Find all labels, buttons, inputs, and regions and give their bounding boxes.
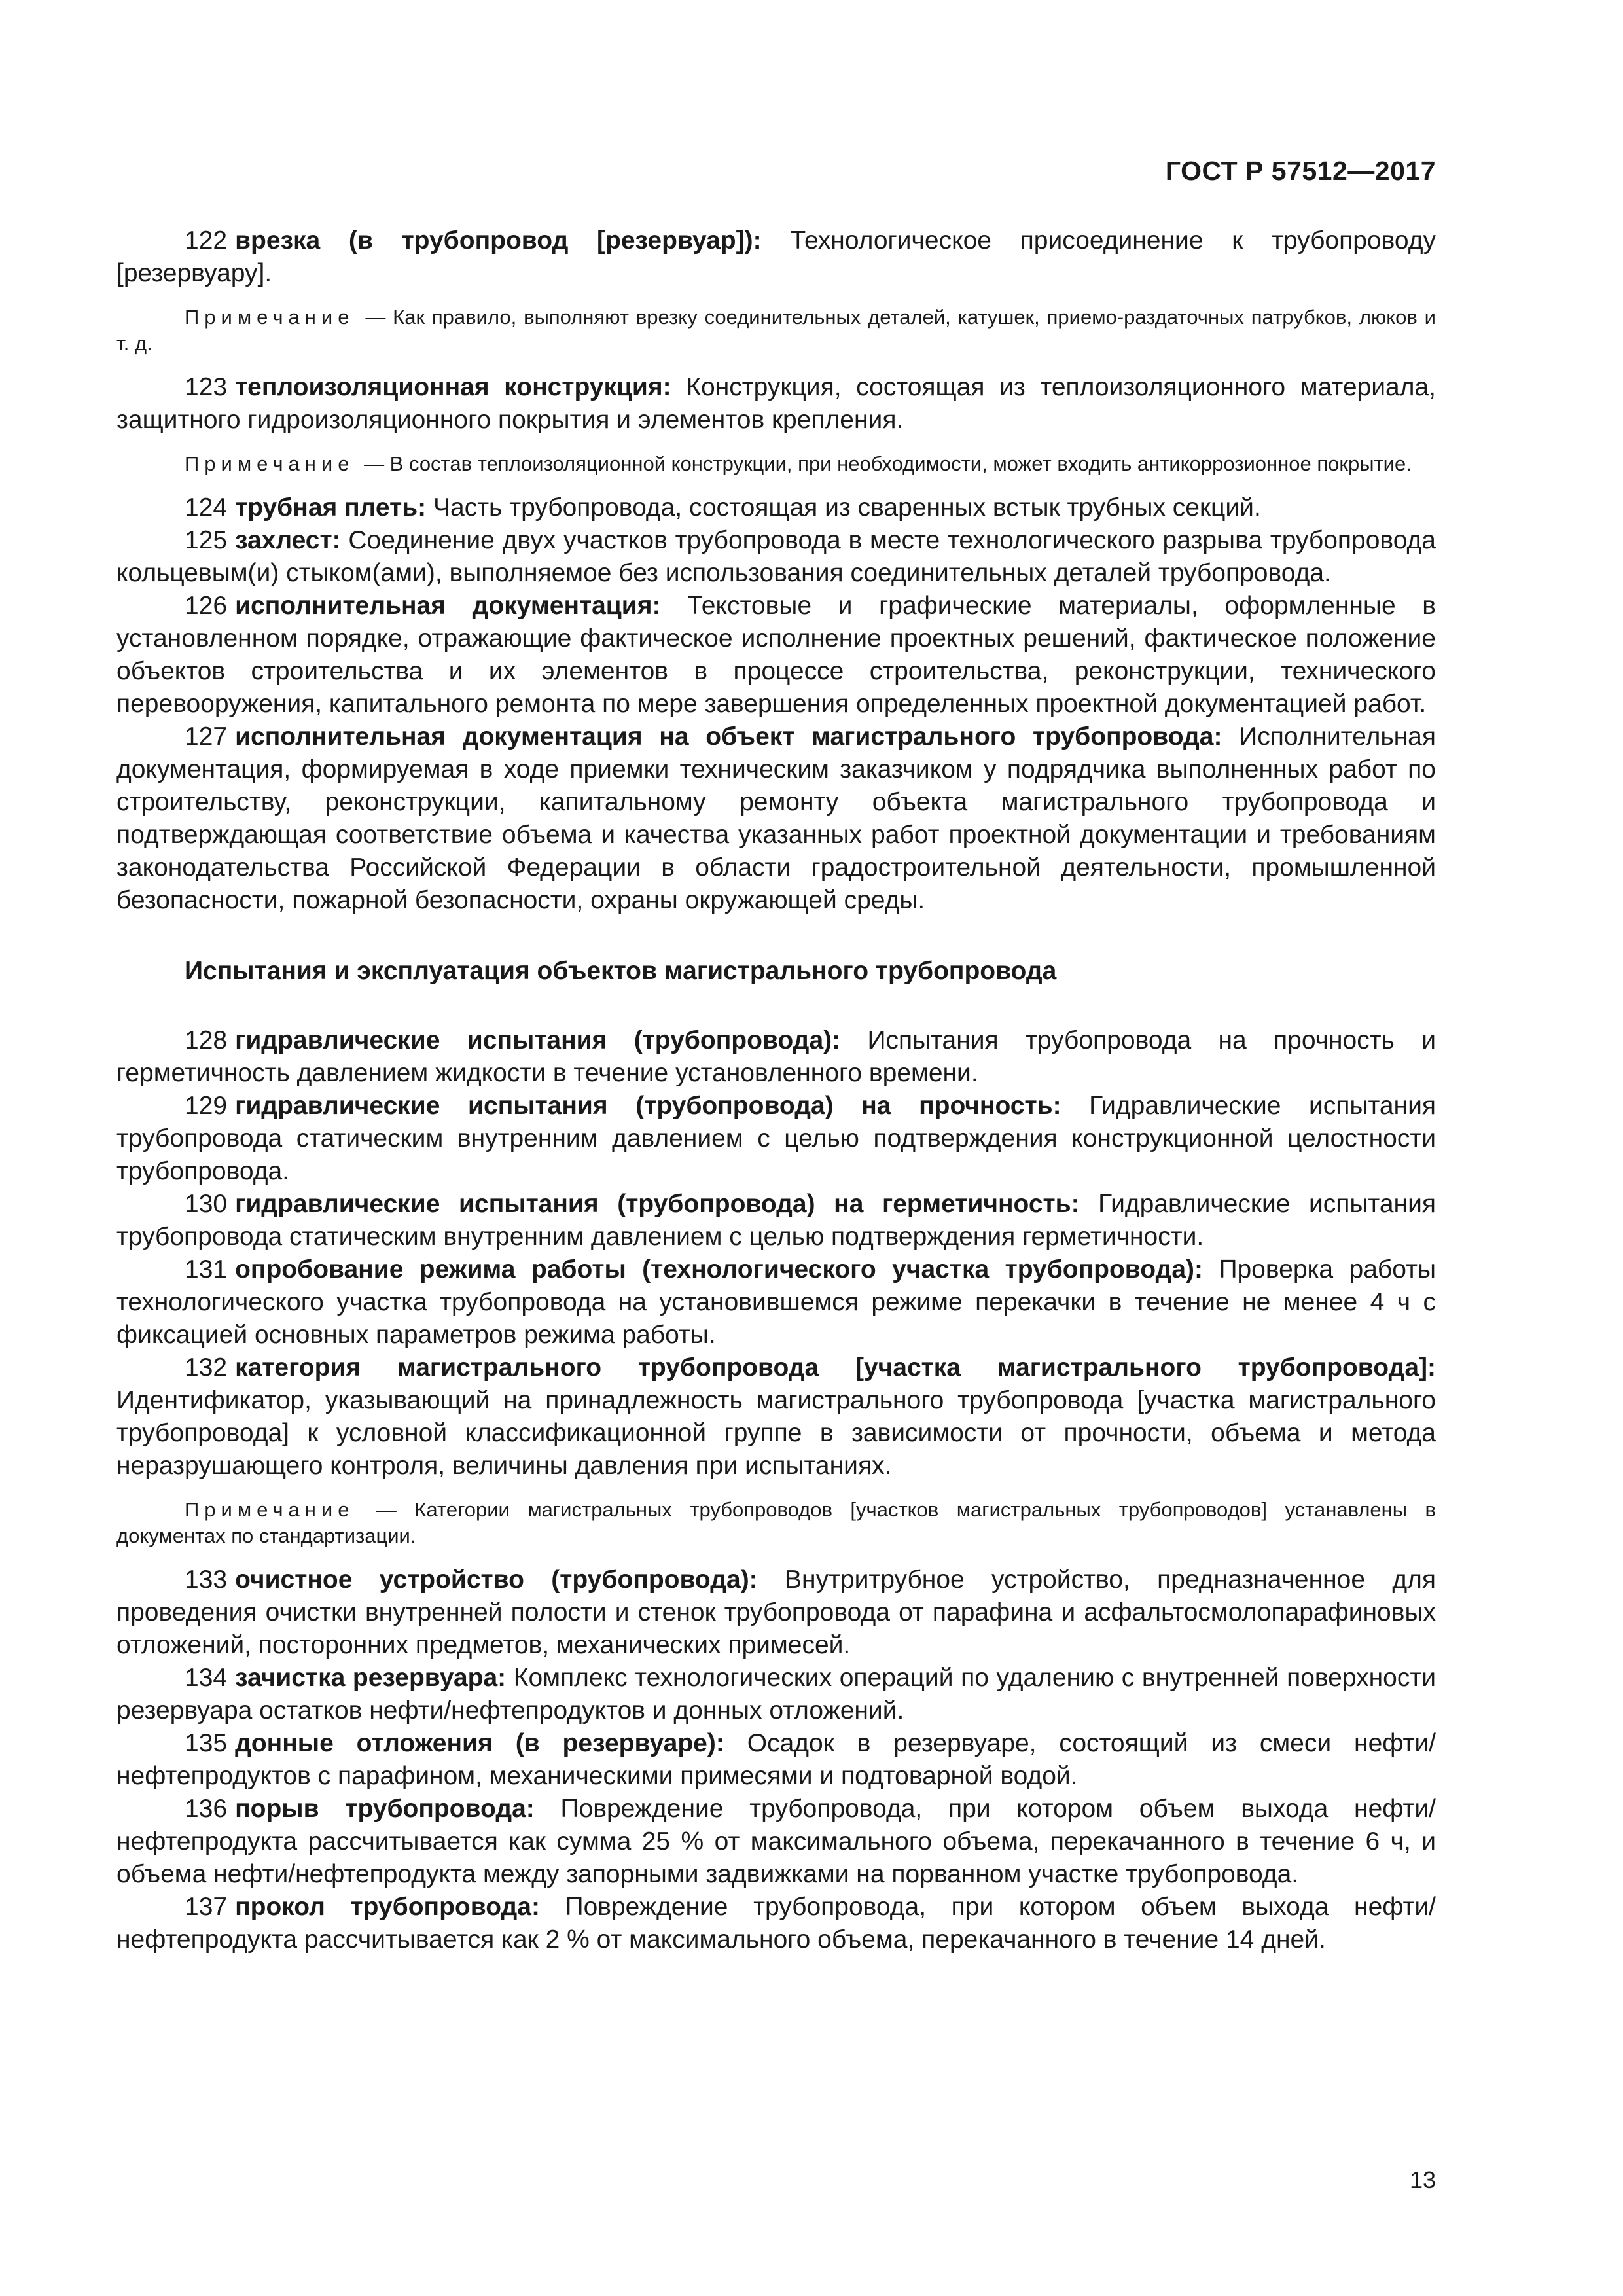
note [116,1497,1436,1549]
term-entry-132 [116,1352,1436,1482]
term-number: 130 [185,1190,228,1218]
term-definition: Осадок в резервуаре, состоящий из смеси нефти/нефтепродуктов с парафином, механическими примесями и подтоварной водой. [116,1729,1436,1790]
term-number: 126 [185,592,228,620]
term-name: гидравлические испытания (трубопровода) на прочность: [235,1092,1061,1120]
term-definition: Идентификатор, указывающий на принадлежность магистрального трубопровода [участка магистрального трубопровода] к условной классификационной группе в зависимости от прочности, объема и метода неразрушающего контроля, величины давления при испытаниях. [116,1386,1436,1480]
term-entry-123 [116,371,1436,437]
term-name: захлест: [235,526,341,554]
document-body [116,224,1436,1956]
term-definition: Испытания трубопровода на прочность и герметичность давлением жидкости в течение установленного времени. [116,1026,1436,1087]
term-number: 134 [185,1664,228,1692]
term-number: 131 [185,1255,228,1283]
term-definition: Повреждение трубопровода, при котором объем выхода нефти/нефтепродукта рассчитывается как сумма 25 % от максимального объема, перекачанного в течение 6 ч, и объема нефти/нефтепродукта между запорными задвижками на порванном участке трубопровода. [116,1795,1436,1888]
term-definition: Внутритрубное устройство, предназначенное для проведения очистки внутренней полости и стенок трубопровода от парафина и асфальтосмолопарафиновых отложений, посторонних предметов, механических примесей. [116,1566,1436,1659]
note-label: Примечание [185,1498,355,1521]
term-number: 135 [185,1729,228,1757]
term-name: прокол трубопровода: [235,1893,540,1921]
term-name: опробование режима работы (технологического участка трубопровода): [235,1255,1203,1283]
term-number: 136 [185,1795,228,1823]
term-entry-130 [116,1188,1436,1253]
term-entry-136 [116,1793,1436,1891]
term-definition: Конструкция, состоящая из теплоизоляционного материала, защитного гидроизоляционного покрытия и элементов крепления. [116,373,1436,434]
term-definition: Соединение двух участков трубопровода в месте технологического разрыва трубопровода кольцевым(и) стыком(ами), выполняемое без использования соединительных деталей трубопровода. [116,526,1436,587]
term-entry-126 [116,590,1436,721]
note-text: — В состав теплоизоляционной конструкции, при необходимости, может входить антикоррозионное покрытие. [364,452,1412,475]
term-definition: Комплекс технологических операций по удалению с внутренней поверхности резервуара остатков нефти/нефтепродуктов и донных отложений. [116,1664,1436,1725]
term-entry-125 [116,524,1436,590]
term-definition: Исполнительная документация, формируемая в ходе приемки техническим заказчиком у подрядчика выполненных работ по строительству, реконструкции, капитальному ремонту объекта магистрального трубопровода и подтверждающая соответствие объема и качества указанных работ проектной документации и требованиям законодательства Российской Федерации в области градостроительной деятельности, промышленной безопасности, пожарной безопасности, охраны окружающей среды. [116,723,1436,914]
note-label: Примечание [185,306,355,329]
term-definition: Гидравлические испытания трубопровода статическим внутренним давлением с целью подтверждения герметичности. [116,1190,1436,1251]
term-definition: Технологическое присоединение к трубопроводу [резервуару]. [116,226,1436,287]
term-definition: Проверка работы технологического участка трубопровода на установившемся режиме перекачки в течение не менее 4 ч с фиксацией основных параметров режима работы. [116,1255,1436,1349]
term-name: трубная плеть: [235,493,427,522]
term-entry-128 [116,1024,1436,1090]
term-number: 122 [185,226,228,255]
term-number: 129 [185,1092,228,1120]
term-number: 124 [185,493,228,522]
note [116,451,1436,477]
document-code-header: ГОСТ Р 57512—2017 [1165,156,1436,186]
term-definition: Текстовые и графические материалы, оформленные в установленном порядке, отражающие фактическое исполнение проектных решений, фактическое положение объектов строительства и их элементов в процессе строительства, реконструкции, технического перевооружения, капитального ремонта по мере завершения определенных проектной документацией работ. [116,592,1436,718]
term-entry-122 [116,224,1436,290]
term-number: 137 [185,1893,228,1921]
term-name: порыв трубопровода: [235,1795,535,1823]
term-name: исполнительная документация: [235,592,661,620]
term-entry-131 [116,1253,1436,1352]
term-entry-127 [116,721,1436,917]
term-definition: Гидравлические испытания трубопровода статическим внутренним давлением с целью подтверждения конструкционной целостности трубопровода. [116,1092,1436,1185]
term-name: очистное устройство (трубопровода): [235,1566,758,1594]
term-entry-129 [116,1090,1436,1188]
term-name: гидравлические испытания (трубопровода): [235,1026,841,1054]
note-text: — Категории магистральных трубопроводов [участков магистральных трубопроводов] устанавлены в документах по стандартизации. [116,1498,1436,1547]
term-name: категория магистрального трубопровода [участка магистрального трубопровода]: [235,1354,1436,1382]
term-name: врезка (в трубопровод [резервуар]): [235,226,762,255]
term-number: 133 [185,1566,228,1594]
section-title: Испытания и эксплуатация объектов магистрального трубопровода [185,957,1057,985]
term-number: 127 [185,723,228,751]
term-number: 132 [185,1354,228,1382]
note-label: Примечание [185,452,355,475]
term-entry-134 [116,1662,1436,1727]
note [116,304,1436,357]
term-number: 123 [185,373,228,401]
term-definition: Часть трубопровода, состоящая из сваренных встык трубных секций. [433,493,1261,522]
term-entry-133 [116,1564,1436,1662]
term-number: 125 [185,526,228,554]
term-name: теплоизоляционная конструкция: [235,373,671,401]
term-name: зачистка резервуара: [235,1664,507,1692]
term-entry-135 [116,1727,1436,1793]
note-text: — Как правило, выполняют врезку соединительных деталей, катушек, приемо-раздаточных патрубков, люков и т. д. [116,306,1436,355]
term-definition: Повреждение трубопровода, при котором объем выхода нефти/нефтепродукта рассчитывается как 2 % от максимального объема, перекачанного в течение 14 дней. [116,1893,1436,1954]
term-name: гидравлические испытания (трубопровода) на герметичность: [235,1190,1080,1218]
term-name: донные отложения (в резервуаре): [235,1729,724,1757]
term-number: 128 [185,1026,228,1054]
term-entry-124 [116,492,1436,524]
term-name: исполнительная документация на объект магистрального трубопровода: [235,723,1222,751]
term-entry-137 [116,1891,1436,1956]
page-number: 13 [1409,2166,1436,2193]
